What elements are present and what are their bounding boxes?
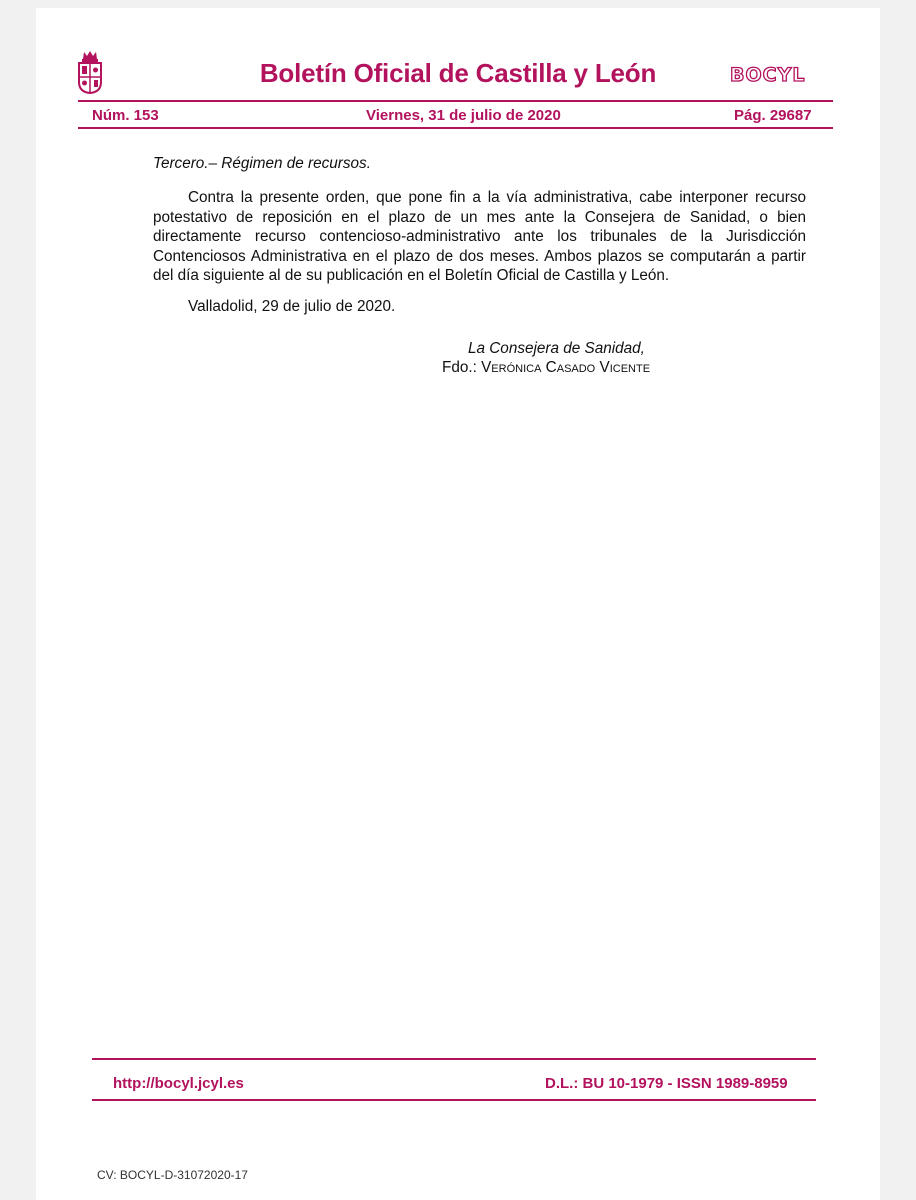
page-number: Pág. 29687 [734,107,812,124]
signer-prefix: Fdo.: [442,359,482,376]
body-paragraph: Contra la presente orden, que pone fin a la vía administrativa, cabe interponer recurso potestativo de reposición en el plazo de un mes ante la Consejera de Sanidad, o bien directamente recurso contencioso-administrativo ante los tribunales de la Jurisdicción Contenciosos Administrativa en el plazo de dos meses. Ambos plazos se computarán a partir del día siguiente al de su publicación en el Boletín Oficial de Castilla y León. [153,189,806,284]
bocyl-logo: BOCYL [730,64,806,86]
footer-rule-bottom [92,1099,816,1101]
signer-name: Verónica Casado Vicente [481,359,651,376]
header-rule-bottom [78,127,833,129]
place-date: Valladolid, 29 de julio de 2020. [188,298,396,315]
bulletin-title: Boletín Oficial de Castilla y León [259,58,657,88]
issue-number: Núm. 153 [92,107,159,124]
footer-rule-top [92,1058,816,1060]
signer-role: La Consejera de Sanidad, [468,340,645,357]
issue-date: Viernes, 31 de julio de 2020 [366,107,561,124]
verification-code: CV: BOCYL-D-31072020-17 [97,1168,248,1182]
document-page [36,8,880,1200]
legal-deposit-issn: D.L.: BU 10-1979 - ISSN 1989-8959 [545,1075,788,1092]
signer-line [442,359,650,377]
header-rule-top [78,100,833,102]
section-heading: Tercero.– Régimen de recursos. [153,155,371,172]
footer-url-link[interactable]: http://bocyl.jcyl.es [113,1075,244,1092]
